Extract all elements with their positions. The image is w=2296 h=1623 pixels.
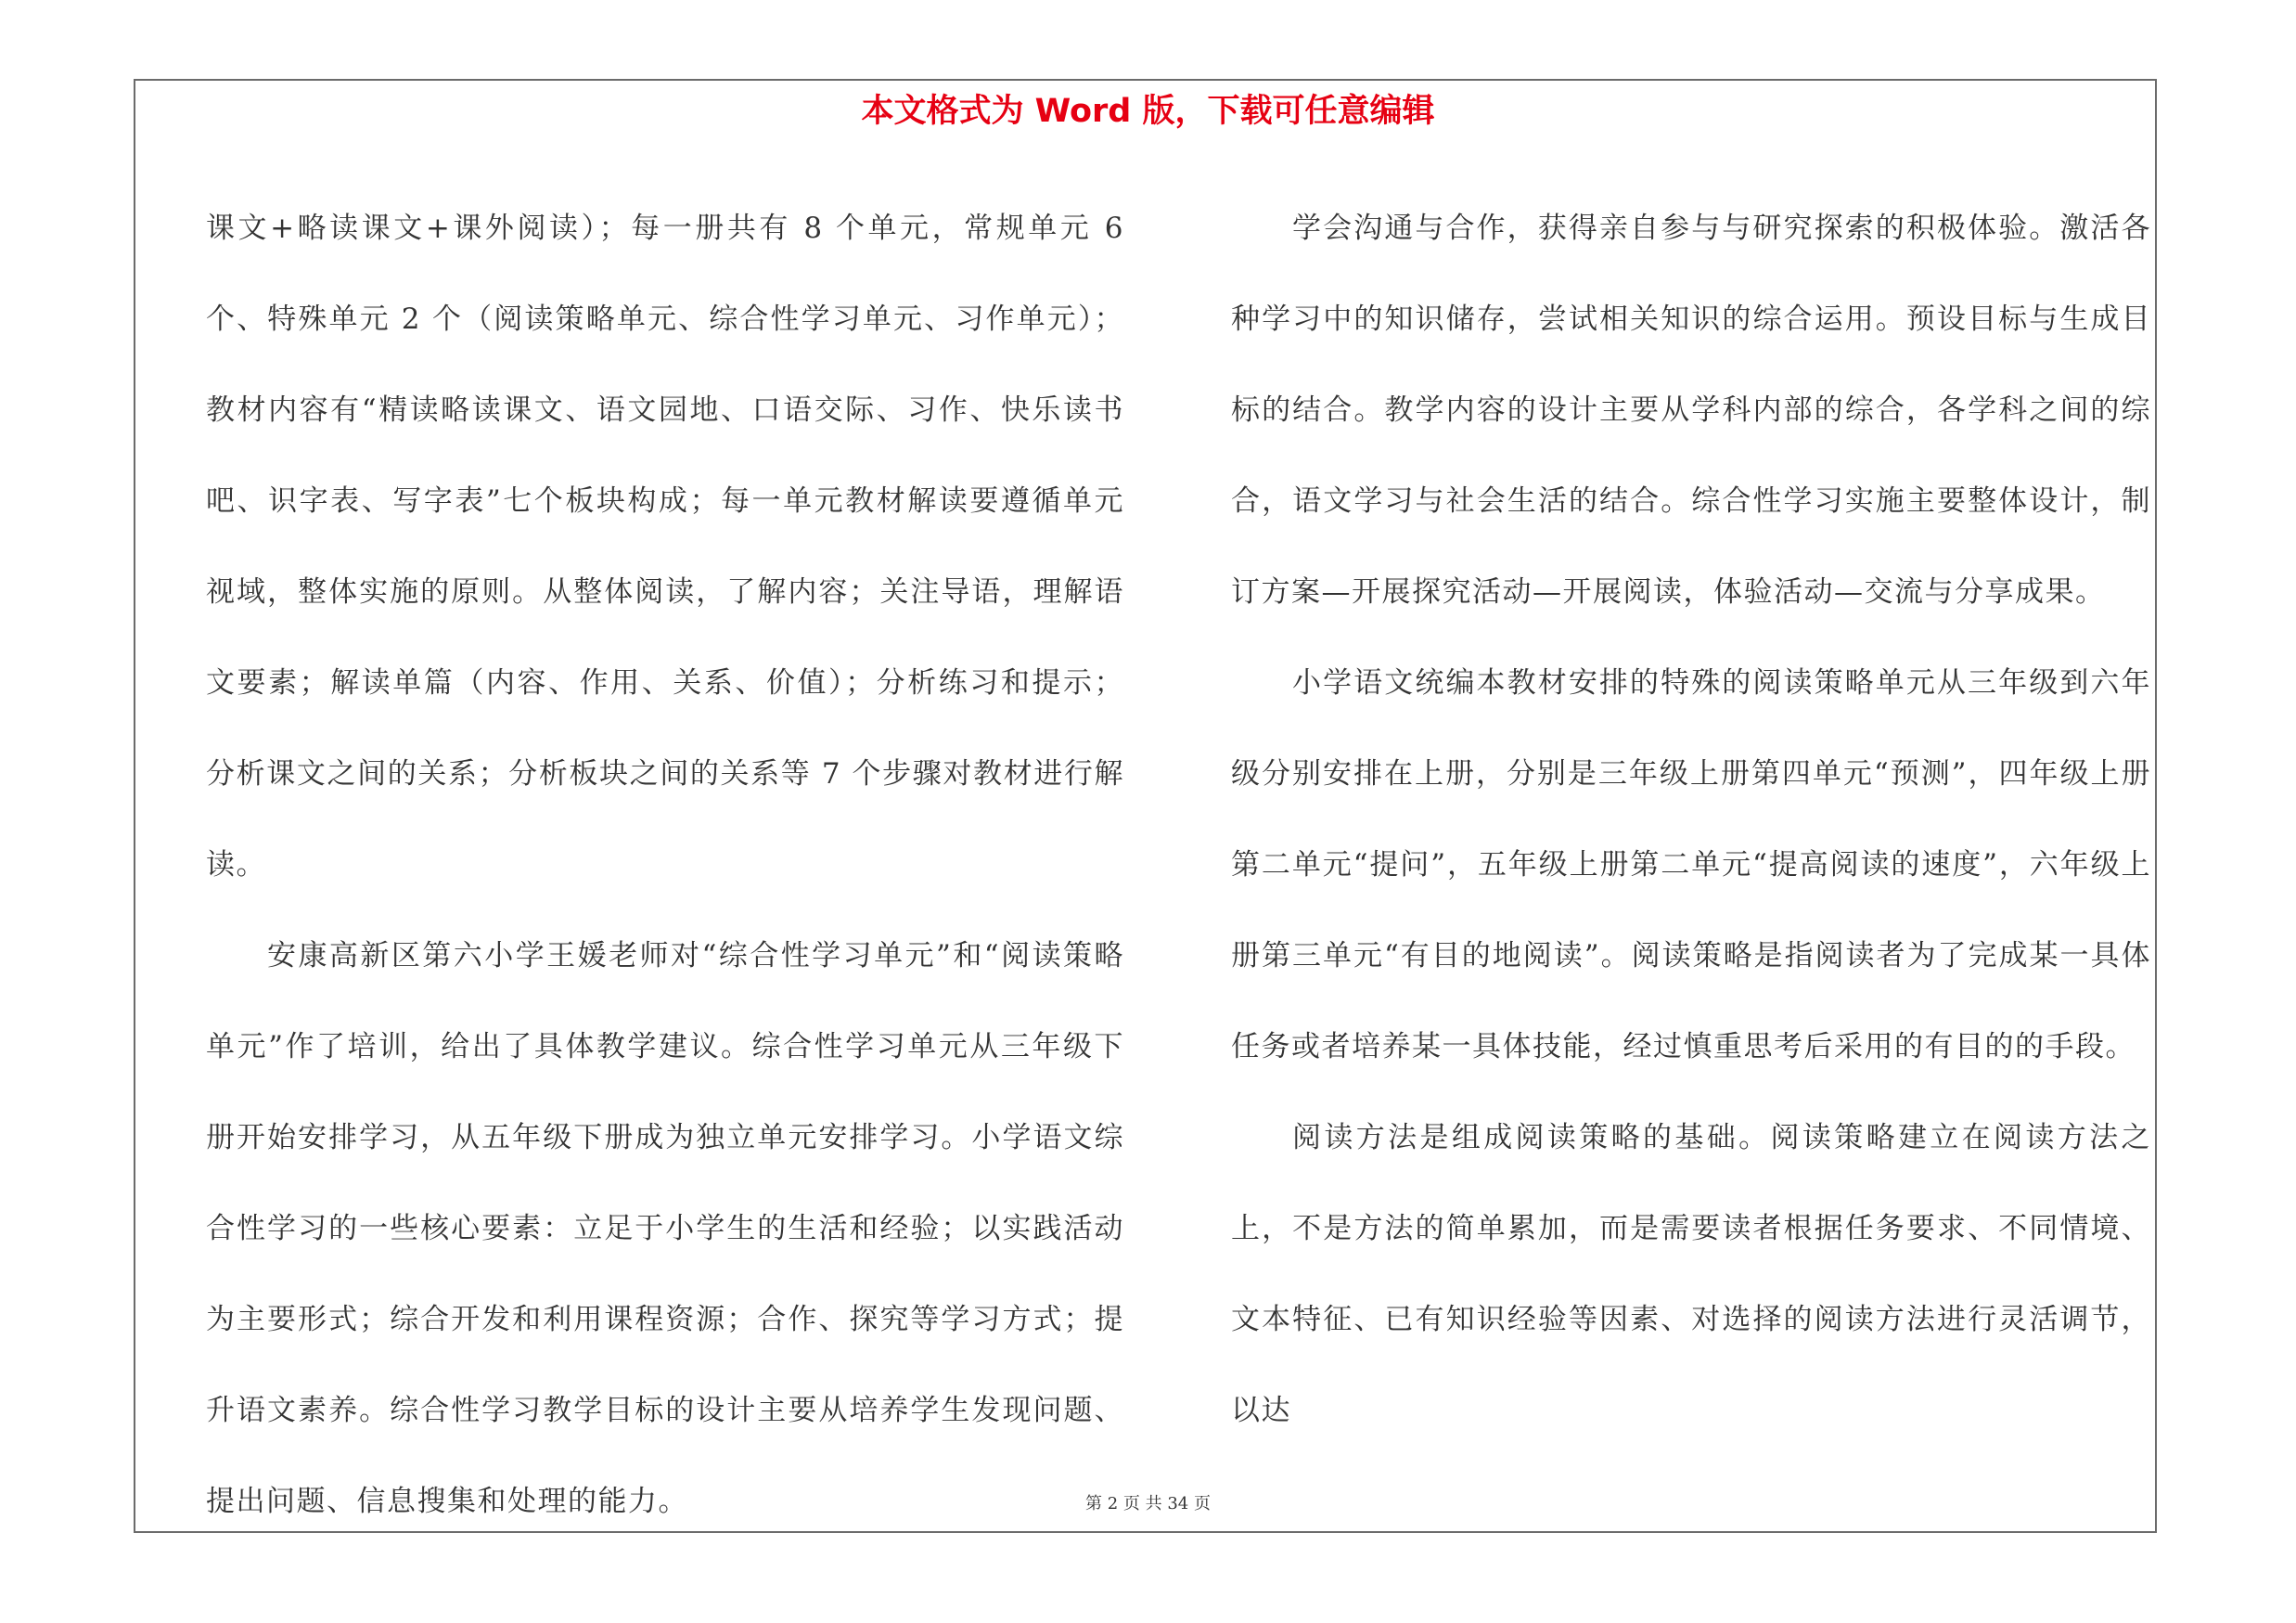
right-paragraph-3: 阅读方法是组成阅读策略的基础。阅读策略建立在阅读方法之上，不是方法的简单累加，而是需要读者根据任务要求、不同情境、文本特征、已有知识经验等因素、对选择的阅读方法进行灵活调节，以达 <box>1231 1121 2151 1427</box>
format-banner: 本文格式为 Word 版，下载可任意编辑 <box>861 93 1435 130</box>
left-column <box>206 183 1124 1547</box>
right-paragraph-1: 学会沟通与合作，获得亲自参与与研究探索的积极体验。激活各种学习中的知识储存，尝试相关知识的综合运用。预设目标与生成目标的结合。教学内容的设计主要从学科内部的综合，各学科之间的综合，语文学习与社会生活的结合。综合性学习实施主要整体设计，制订方案—开展探究活动—开展阅读，体验活动—交流与分享成果。 <box>1231 212 2151 609</box>
left-paragraph-2: 安康高新区第六小学王媛老师对“综合性学习单元”和“阅读策略单元”作了培训，给出了具体教学建议。综合性学习单元从三年级下册开始安排学习，从五年级下册成为独立单元安排学习。小学语文综合性学习的一些核心要素：立足于小学生的生活和经验；以实践活动为主要形式；综合开发和利用课程资源；合作、探究等学习方式；提升语文素养。综合性学习教学目标的设计主要从培养学生发现问题、提出问题、信息搜集和处理的能力。 <box>206 939 1124 1518</box>
right-column <box>1231 183 2151 1456</box>
right-paragraph-2: 小学语文统编本教材安排的特殊的阅读策略单元从三年级到六年级分别安排在上册，分别是三年级上册第四单元“预测”，四年级上册第二单元“提问”，五年级上册第二单元“提高阅读的速度”，六年级上册第三单元“有目的地阅读”。阅读策略是指阅读者为了完成某一具体任务或者培养某一具体技能，经过慎重思考后采用的有目的的手段。 <box>1231 666 2151 1063</box>
page-number: 第 2 页 共 34 页 <box>1085 1494 1211 1514</box>
left-paragraph-1: 课文+略读课文+课外阅读）；每一册共有 8 个单元，常规单元 6 个、特殊单元 2 个（阅读策略单元、综合性学习单元、习作单元）；教材内容有“精读略读课文、语文园地、口语交际、习作、快乐读书吧、识字表、写字表”七个板块构成；每一单元教材解读要遵循单元视域，整体实施的原则。从整体阅读，了解内容；关注导语，理解语文要素；解读单篇（内容、作用、关系、价值）；分析练习和提示；分析课文之间的关系；分析板块之间的关系等 7 个步骤对教材进行解读。 <box>206 212 1124 882</box>
